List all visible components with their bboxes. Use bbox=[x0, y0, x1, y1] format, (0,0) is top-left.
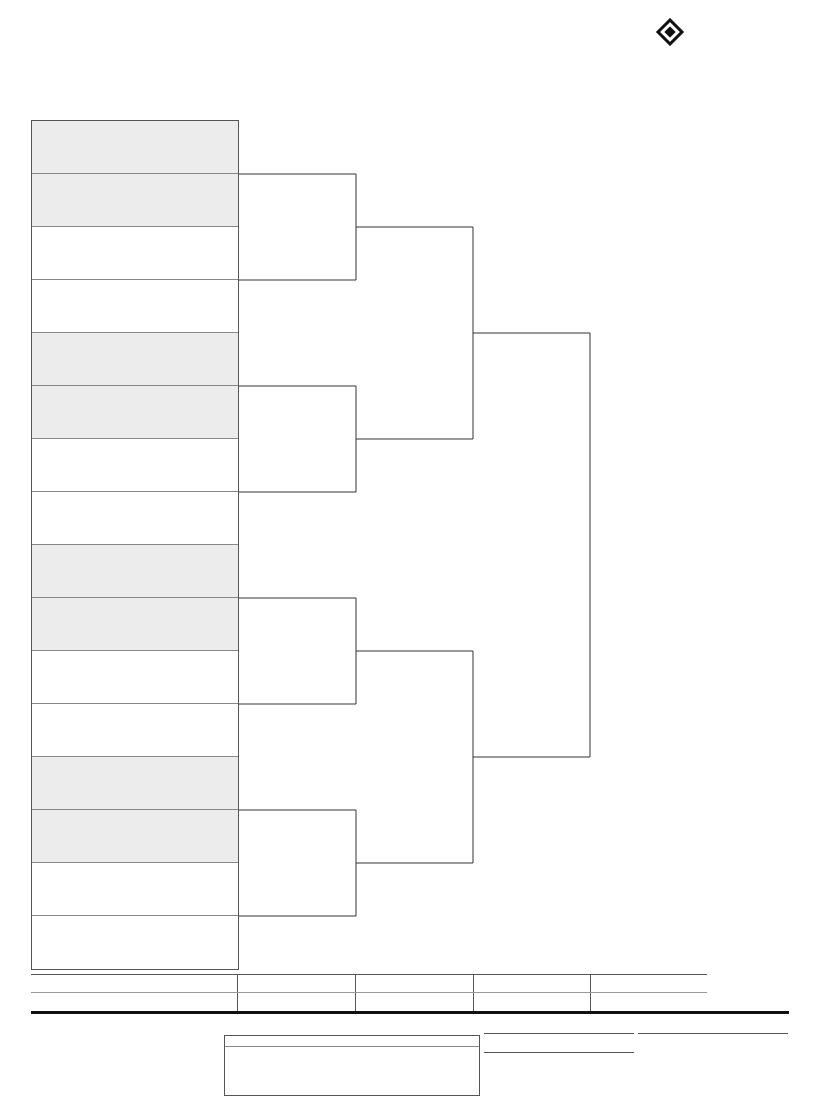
alternates-divider bbox=[484, 1052, 634, 1053]
points-r16 bbox=[171, 993, 233, 1011]
footer-divider bbox=[31, 1011, 789, 1014]
points-sf bbox=[409, 993, 469, 1011]
retirements-divider bbox=[638, 1033, 788, 1034]
prize-money-row bbox=[31, 992, 707, 1010]
points-qf bbox=[291, 993, 351, 1011]
seeded-team-row bbox=[225, 1071, 479, 1083]
seeded-team-row bbox=[225, 1083, 479, 1095]
round-header-final bbox=[473, 975, 590, 993]
points-winner bbox=[643, 993, 703, 1011]
seeded-team-row bbox=[225, 1059, 479, 1071]
round-header-winner bbox=[590, 975, 707, 993]
withdrawals-divider bbox=[484, 1033, 634, 1034]
round-header-r16 bbox=[31, 975, 237, 993]
round-headers bbox=[31, 974, 707, 992]
round-header-sf bbox=[355, 975, 473, 993]
seeded-table-header bbox=[225, 1036, 479, 1047]
round-header-qf bbox=[237, 975, 355, 993]
seeded-teams-table bbox=[224, 1035, 480, 1096]
points-final bbox=[526, 993, 586, 1011]
seeded-team-row bbox=[225, 1047, 479, 1059]
